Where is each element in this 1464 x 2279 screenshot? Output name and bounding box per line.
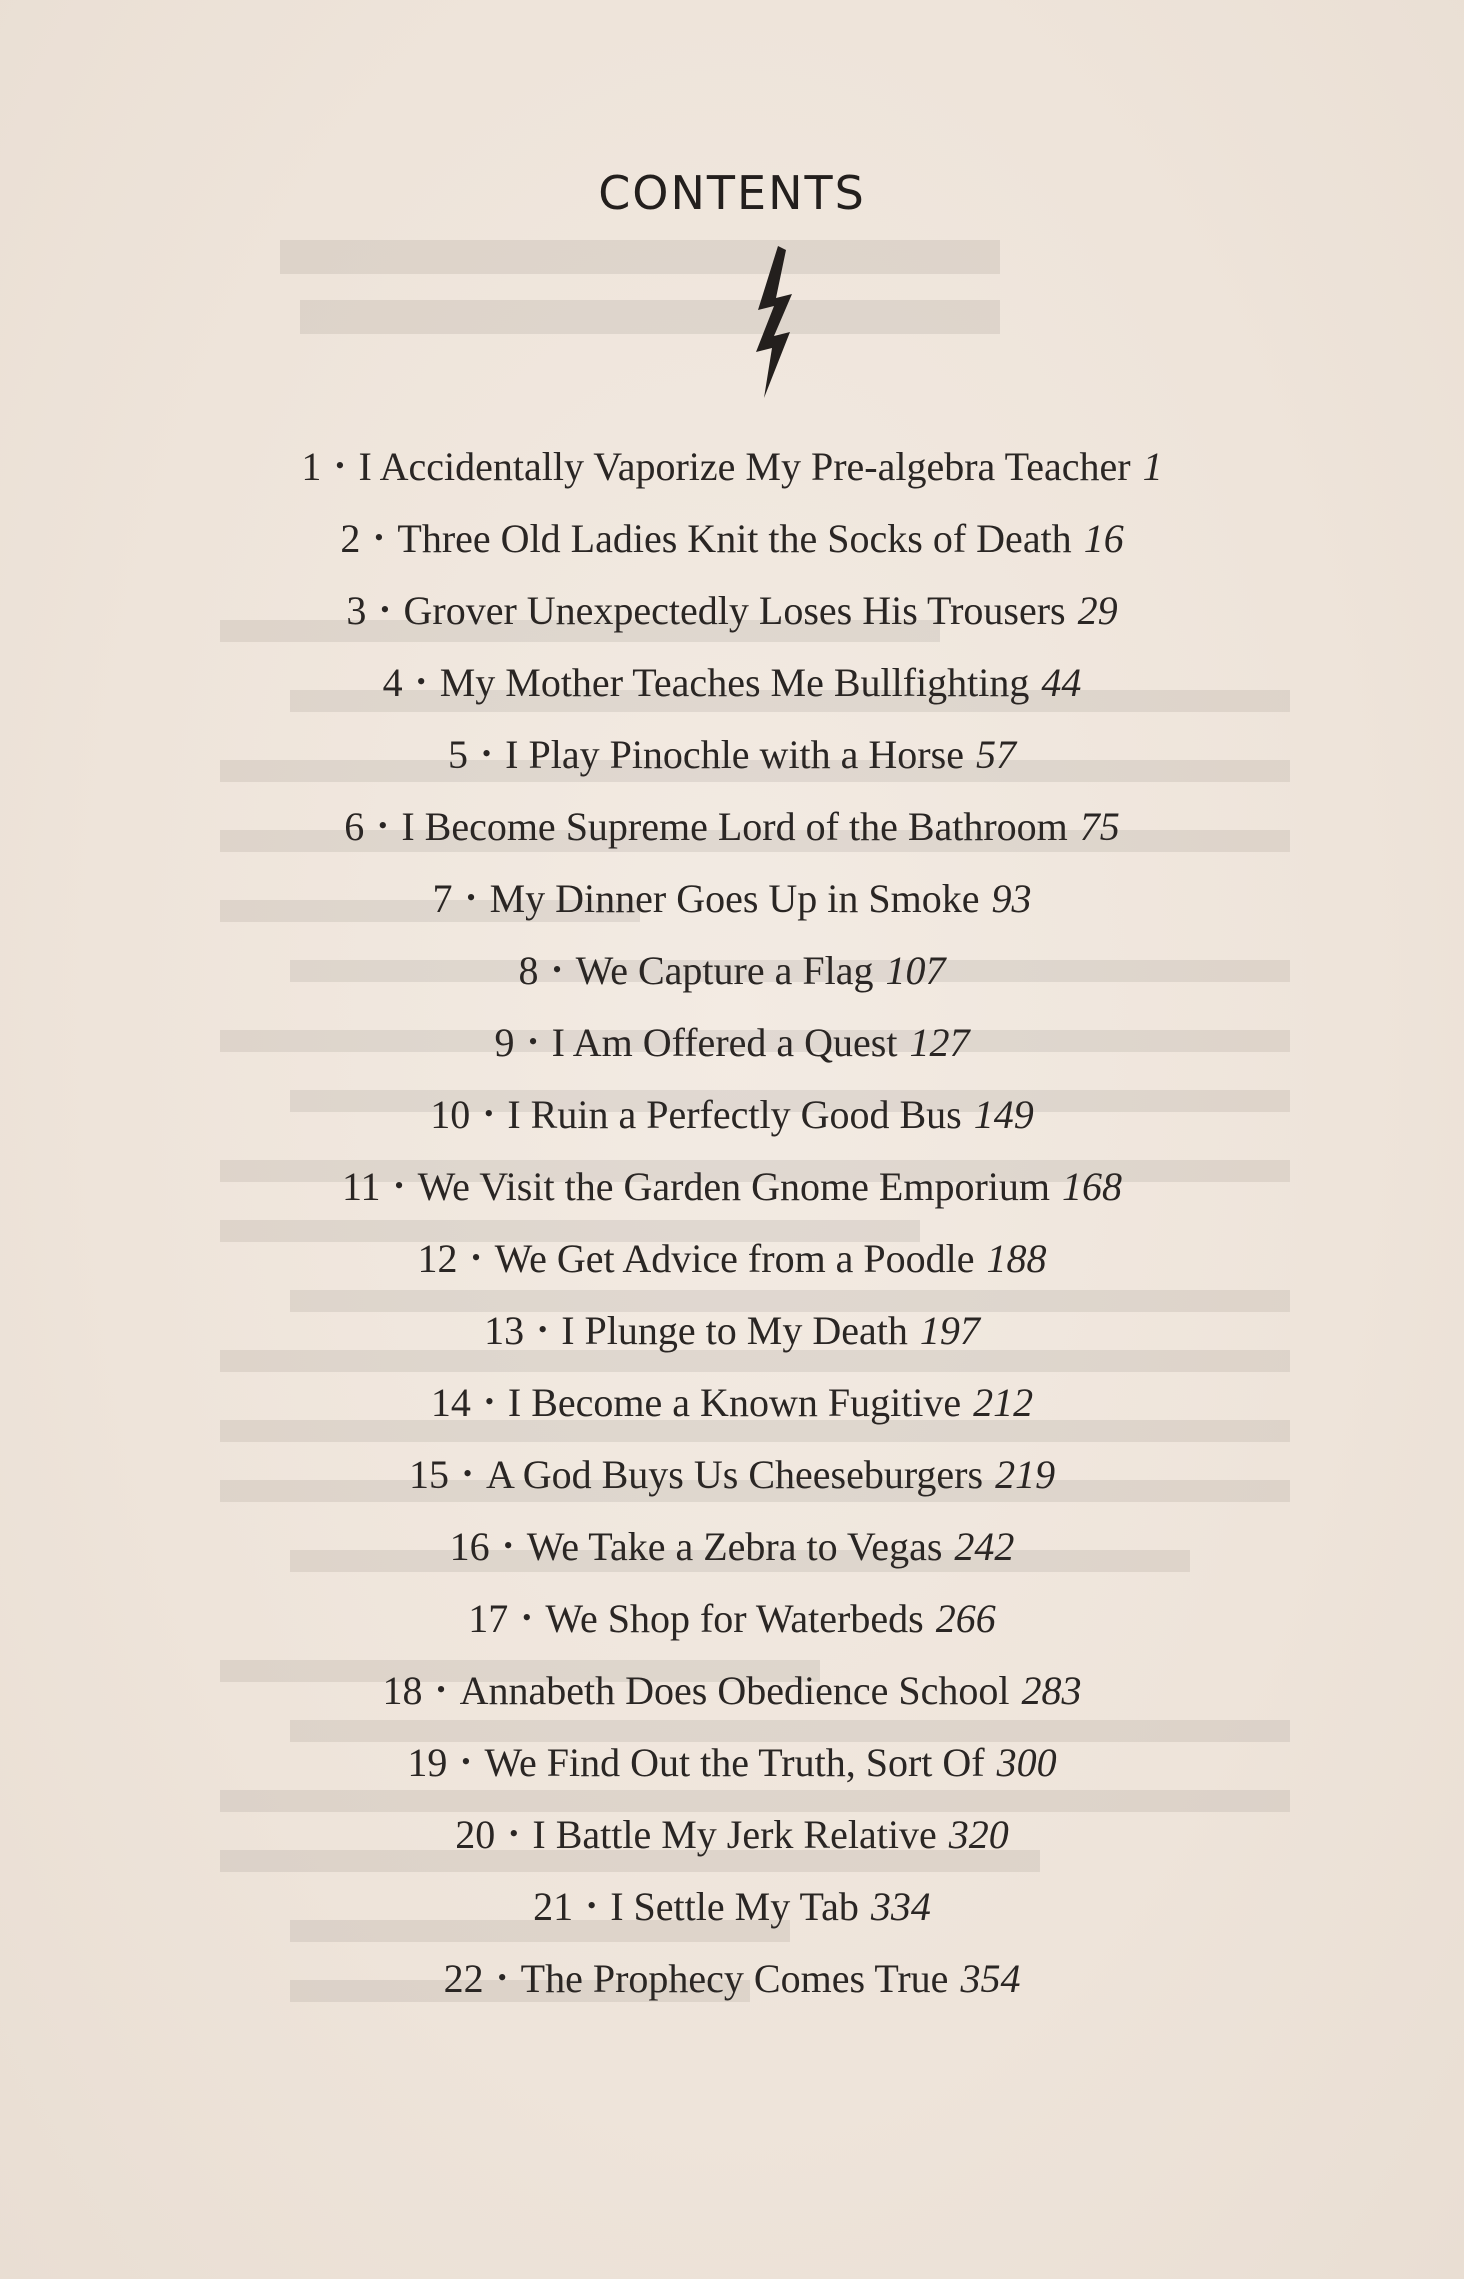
chapter-number: 20: [455, 1812, 496, 1857]
chapter-title: We Shop for Waterbeds: [545, 1596, 924, 1641]
bullet-separator: •: [374, 523, 384, 552]
bullet-separator: •: [416, 667, 426, 696]
page-number: 149: [973, 1092, 1034, 1137]
page-number: 107: [885, 948, 946, 993]
page-number: 1: [1142, 444, 1163, 489]
chapter-title: I Accidentally Vaporize My Pre-algebra Teacher: [358, 444, 1131, 489]
bullet-separator: •: [482, 739, 492, 768]
bullet-separator: •: [484, 1387, 494, 1416]
bullet-separator: •: [335, 451, 345, 480]
toc-entry[interactable]: [0, 718, 1464, 790]
toc-entry[interactable]: [0, 646, 1464, 718]
chapter-title: I Ruin a Perfectly Good Bus: [507, 1092, 962, 1137]
chapter-title: The Prophecy Comes True: [520, 1956, 949, 2001]
page-number: 197: [919, 1308, 980, 1353]
bullet-separator: •: [509, 1819, 519, 1848]
bullet-separator: •: [484, 1099, 494, 1128]
page-number: 212: [973, 1380, 1034, 1425]
page-number: 168: [1062, 1164, 1123, 1209]
chapter-number: 8: [518, 948, 539, 993]
toc-entry[interactable]: [0, 1438, 1464, 1510]
page-number: 219: [995, 1452, 1056, 1497]
bullet-separator: •: [587, 1891, 597, 1920]
lightning-bolt-icon: [752, 246, 796, 398]
page-number: 334: [870, 1884, 931, 1929]
chapter-number: 2: [340, 516, 361, 561]
chapter-number: 3: [346, 588, 367, 633]
bullet-separator: •: [462, 1459, 473, 1488]
chapter-title: We Visit the Garden Gnome Emporium: [417, 1164, 1051, 1209]
chapter-title: Annabeth Does Obedience School: [459, 1668, 1010, 1713]
chapter-number: 10: [430, 1092, 471, 1137]
chapter-title: I Settle My Tab: [610, 1884, 859, 1929]
bullet-separator: •: [538, 1315, 548, 1344]
page-number: 354: [960, 1956, 1021, 2001]
chapter-title: I Play Pinochle with a Horse: [505, 732, 964, 777]
chapter-number: 9: [494, 1020, 515, 1065]
chapter-title: We Capture a Flag: [575, 948, 874, 993]
bullet-separator: •: [380, 595, 390, 624]
chapter-number: 14: [430, 1380, 471, 1425]
chapter-number: 6: [344, 804, 365, 849]
page-number: 29: [1077, 588, 1118, 633]
chapter-number: 11: [341, 1164, 381, 1209]
page-number: 283: [1021, 1668, 1082, 1713]
bullet-separator: •: [466, 883, 476, 912]
table-of-contents: [0, 430, 1464, 2014]
toc-entry[interactable]: [0, 1582, 1464, 1654]
chapter-title: We Take a Zebra to Vegas: [526, 1524, 943, 1569]
bullet-separator: •: [436, 1675, 446, 1704]
chapter-title: Grover Unexpectedly Loses His Trousers: [403, 588, 1066, 633]
page-number: 16: [1083, 516, 1124, 561]
toc-entry[interactable]: [0, 1654, 1464, 1726]
chapter-title: Three Old Ladies Knit the Socks of Death: [397, 516, 1072, 561]
chapter-number: 5: [448, 732, 469, 777]
page-number: 75: [1079, 804, 1120, 849]
chapter-title: I Plunge to My Death: [561, 1308, 908, 1353]
chapter-title: My Dinner Goes Up in Smoke: [489, 876, 980, 921]
chapter-number: 1: [301, 444, 322, 489]
toc-entry[interactable]: [0, 574, 1464, 646]
toc-entry[interactable]: [0, 502, 1464, 574]
bullet-separator: •: [471, 1243, 481, 1272]
bullet-separator: •: [522, 1603, 532, 1632]
bullet-separator: •: [552, 955, 562, 984]
toc-entry[interactable]: [0, 1510, 1464, 1582]
chapter-title: I Become a Known Fugitive: [507, 1380, 962, 1425]
chapter-number: 17: [468, 1596, 509, 1641]
bullet-separator: •: [503, 1531, 513, 1560]
chapter-number: 16: [449, 1524, 490, 1569]
contents-heading: CONTENTS: [598, 166, 866, 220]
page-number: 57: [975, 732, 1016, 777]
toc-entry[interactable]: [0, 862, 1464, 934]
toc-entry[interactable]: [0, 1150, 1464, 1222]
chapter-number: 22: [443, 1956, 484, 2001]
page-number: 188: [986, 1236, 1047, 1281]
toc-entry[interactable]: [0, 1798, 1464, 1870]
chapter-number: 13: [484, 1308, 525, 1353]
page-number: 300: [996, 1740, 1057, 1785]
toc-entry[interactable]: [0, 1294, 1464, 1366]
toc-entry[interactable]: [0, 934, 1464, 1006]
chapter-title: I Am Offered a Quest: [551, 1020, 898, 1065]
chapter-title: My Mother Teaches Me Bullfighting: [439, 660, 1030, 705]
toc-entry[interactable]: [0, 430, 1464, 502]
page-number: 127: [909, 1020, 970, 1065]
page-number: 44: [1041, 660, 1082, 705]
chapter-title: I Become Supreme Lord of the Bathroom: [401, 804, 1068, 849]
bullet-separator: •: [378, 811, 388, 840]
chapter-title: We Get Advice from a Poodle: [494, 1236, 975, 1281]
page-number: 266: [935, 1596, 996, 1641]
chapter-title: We Find Out the Truth, Sort Of: [484, 1740, 985, 1785]
chapter-number: 21: [533, 1884, 574, 1929]
bullet-separator: •: [394, 1171, 404, 1200]
chapter-number: 19: [407, 1740, 448, 1785]
chapter-number: 15: [408, 1452, 449, 1497]
toc-entry[interactable]: [0, 1870, 1464, 1942]
chapter-title: I Battle My Jerk Relative: [532, 1812, 937, 1857]
chapter-number: 12: [417, 1236, 458, 1281]
chapter-number: 18: [382, 1668, 423, 1713]
page-number: 242: [954, 1524, 1015, 1569]
bullet-separator: •: [497, 1963, 507, 1992]
chapter-number: 7: [432, 876, 453, 921]
toc-entry[interactable]: [0, 1078, 1464, 1150]
chapter-title: A God Buys Us Cheeseburgers: [486, 1452, 984, 1497]
toc-entry[interactable]: [0, 790, 1464, 862]
chapter-number: 4: [382, 660, 403, 705]
page-number: 320: [948, 1812, 1009, 1857]
toc-entry[interactable]: [0, 1942, 1464, 2014]
toc-entry[interactable]: [0, 1222, 1464, 1294]
toc-entry[interactable]: [0, 1726, 1464, 1798]
toc-entry[interactable]: [0, 1366, 1464, 1438]
page-number: 93: [991, 876, 1032, 921]
toc-entry[interactable]: [0, 1006, 1464, 1078]
bullet-separator: •: [528, 1027, 538, 1056]
bullet-separator: •: [461, 1747, 471, 1776]
